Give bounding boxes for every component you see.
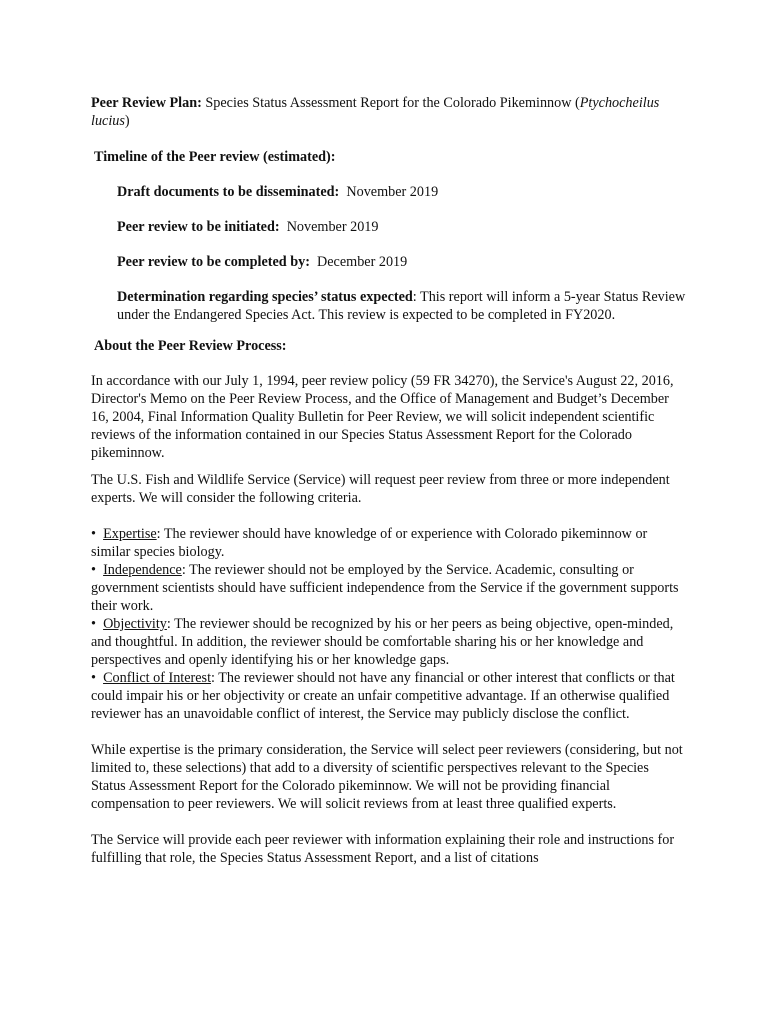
criterion-text: : The reviewer should be recognized by his or her peers as being objective, open-minded, and thoughtful. In addition, the reviewer should be comfortable sharing his or her knowledge and perspectives and openly identifying his or her knowledge gaps. xyxy=(91,616,674,668)
criterion-name: Expertise xyxy=(103,526,157,542)
timeline-item-review-initiated xyxy=(117,218,687,236)
criterion-name: Conflict of Interest xyxy=(103,670,212,686)
bullet: • xyxy=(91,562,96,578)
criterion-name: Independence xyxy=(103,562,182,578)
timeline-label: Peer review to be completed by: xyxy=(117,254,310,270)
instructions-paragraph: The Service will provide each peer reviewer with information explaining their role and instructions for fulfilling that role, the Species Status Assessment Report, and a list of citations xyxy=(91,832,675,866)
title-close: ) xyxy=(124,113,130,129)
criterion-expertise xyxy=(91,525,687,561)
title-label: Peer Review Plan: xyxy=(91,95,202,111)
document-title xyxy=(91,94,687,130)
bullet: • xyxy=(91,526,96,542)
selection-paragraph: While expertise is the primary consideration, the Service will select peer reviewers (considering, but not limited to, these selections) that add to a diversity of scientific perspectives relevant to the Species Status Assessment Report for the Colorado pikeminnow. We will not be providing financial compensation to peer reviewers. We will solicit reviews from at least three qualified experts. xyxy=(91,742,683,812)
timeline-item-review-completed xyxy=(117,253,687,271)
bullet: • xyxy=(91,616,96,632)
criterion-objectivity xyxy=(91,615,687,669)
timeline-label: Peer review to be initiated: xyxy=(117,219,280,235)
criterion-text: : The reviewer should have knowledge of or experience with Colorado pikeminnow or similar species biology. xyxy=(91,526,648,560)
timeline-heading: Timeline of the Peer review (estimated): xyxy=(94,149,336,165)
timeline-value: November 2019 xyxy=(339,184,439,200)
timeline-value: : This report will inform a 5-year Status Review under the Endangered Species Act. This review is expected to be completed in FY2020. xyxy=(117,289,686,323)
document-page xyxy=(91,94,687,885)
criterion-text: : The reviewer should not have any financial or other interest that conflicts or that could impair his or her objectivity or create an unfair competitive advantage. If an otherwise qualified reviewer has an unavoidable conflict of interest, the Service may publicly disclose the conflict. xyxy=(91,670,675,722)
process-paragraph: The U.S. Fish and Wildlife Service (Service) will request peer review from three or more independent experts. We will consider the following criteria. xyxy=(91,472,670,506)
process-paragraph: In accordance with our July 1, 1994, peer review policy (59 FR 34270), the Service's August 22, 2016, Director's Memo on the Peer Review Process, and the Office of Management and Budget’s December 16, 2004, Final Information Quality Bulletin for Peer Review, we will solicit independent scientific reviews of the information contained in our Species Status Assessment Report for the Colorado pikeminnow. xyxy=(91,373,674,461)
timeline-label: Draft documents to be disseminated: xyxy=(117,184,340,200)
timeline-value: December 2019 xyxy=(309,254,408,270)
timeline-value: November 2019 xyxy=(279,219,379,235)
timeline-item-status-determination xyxy=(117,288,687,324)
species-scientific-name: Ptychocheilus lucius xyxy=(91,95,660,129)
criterion-conflict-of-interest xyxy=(91,669,687,723)
timeline-label: Determination regarding species’ status expected xyxy=(117,289,413,305)
process-heading: About the Peer Review Process: xyxy=(94,338,287,354)
criterion-name: Objectivity xyxy=(103,616,167,632)
criterion-text: : The reviewer should not be employed by the Service. Academic, consulting or government scientists should have sufficient independence from the Service if the government supports their work. xyxy=(91,562,679,614)
criteria-list xyxy=(91,525,687,723)
timeline-item-draft-dissemination xyxy=(117,183,687,201)
bullet: • xyxy=(91,670,96,686)
criterion-independence xyxy=(91,561,687,615)
title-text: Species Status Assessment Report for the Colorado Pikeminnow ( xyxy=(201,95,580,111)
